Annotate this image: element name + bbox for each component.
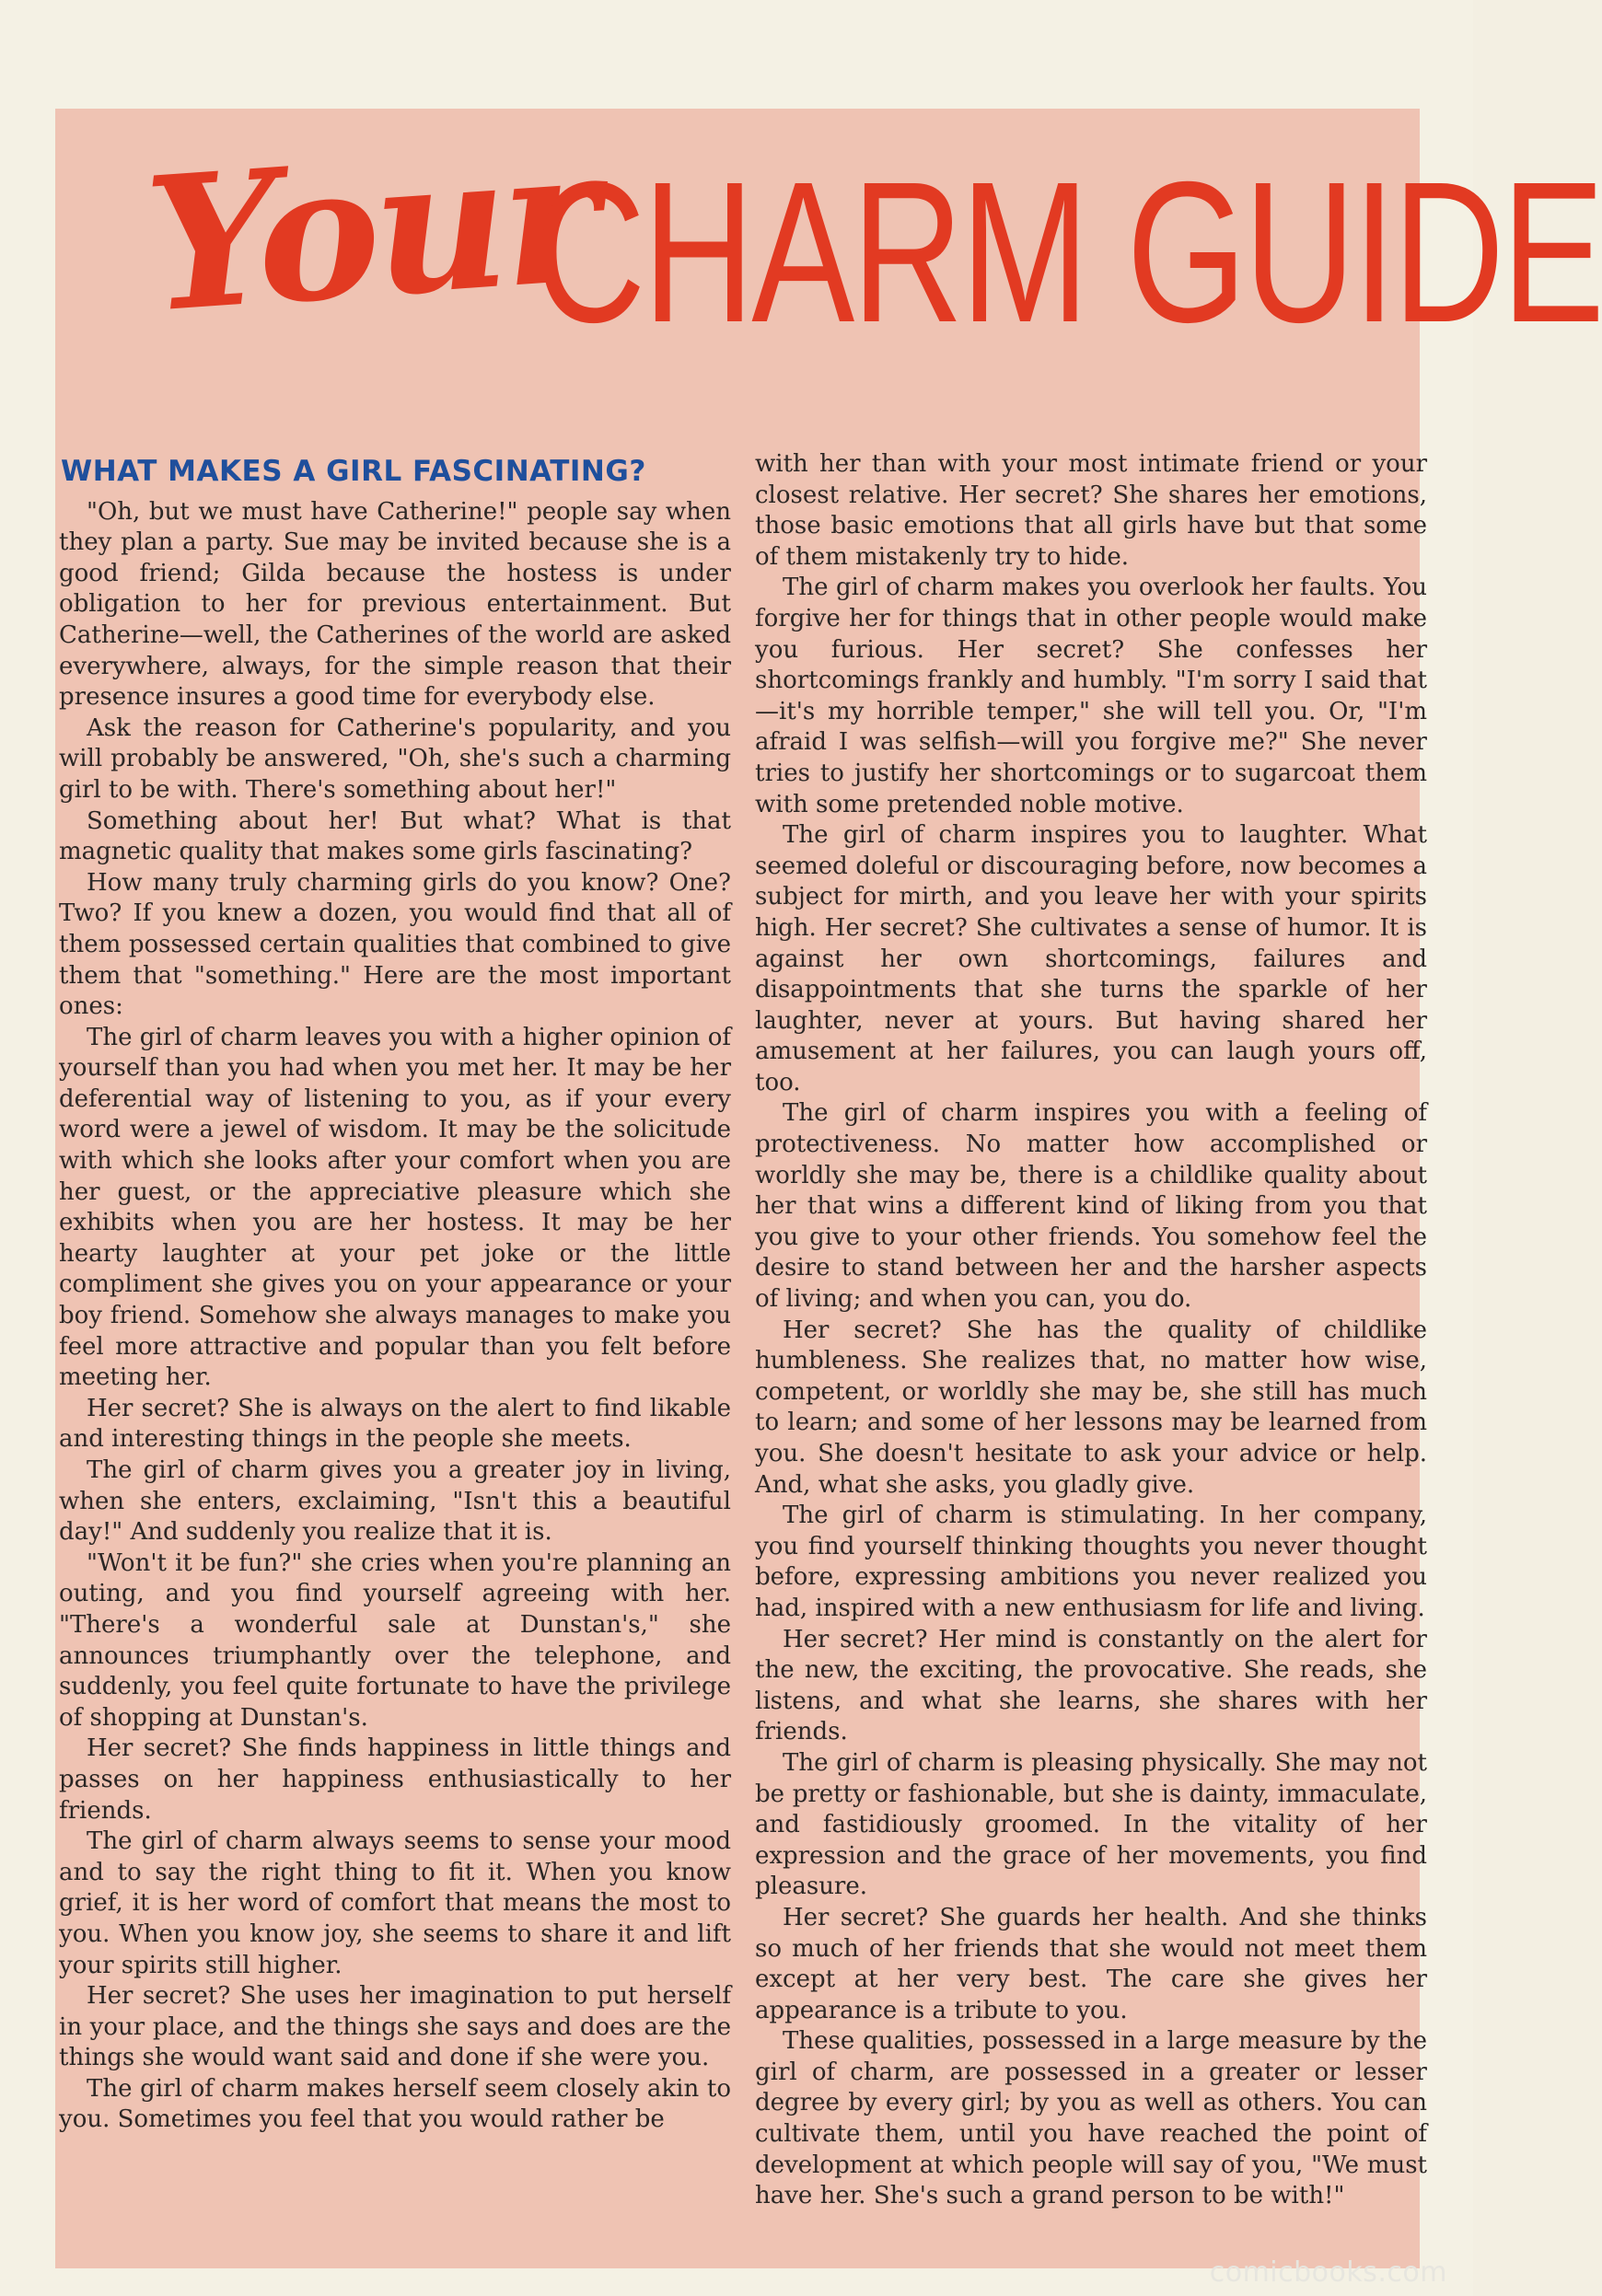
paragraph: The girl of charm is stimulating. In her company, you find yourself thinking thoughts you never thought before, expressing ambitions you never realized you had, inspired with a new enthusiasm for life and living. <box>755 1502 1427 1622</box>
paragraph: Her secret? She is always on the alert to find likable and interesting things in the people she meets. <box>59 1394 731 1454</box>
paragraph: The girl of charm is pleasing physically. She may not be pretty or fashionable, but she is dainty, immaculate, and fastidiously groomed. In the vitality of her expression and the grace of her movements, you find pleasure. <box>755 1748 1427 1901</box>
paragraph: The girl of charm gives you a greater joy in living, when she enters, exclaiming, "Isn't this a beautiful day!" And suddenly you realize that it is. <box>59 1456 731 1547</box>
paragraph: Her secret? She uses her imagination to put herself in your place, and the things she says and does are the things she would want said and done if she were you. <box>59 1982 731 2072</box>
paragraph: Something about her! But what? What is that magnetic quality that makes some girls fascinating? <box>59 806 731 866</box>
paragraph: The girl of charm inspires you with a feeling of protectiveness. No matter how accomplished or worldly she may be, there is a childlike quality about her that wins a different kind of liking from you that you give to your other friends. You somehow feel the desire to stand between her and the harsher aspects of living; and when you can, you do. <box>755 1099 1427 1314</box>
paragraph: Her secret? She has the quality of childlike humbleness. She realizes that, no matter how wise, competent, or worldly she may be, she still has much to learn; and some of her lessons may be learned from you. She doesn't hesitate to ask your advice or help. And, what she asks, you gladly give. <box>755 1316 1427 1499</box>
paragraph: "Won't it be fun?" she cries when you're planning an outing, and you find yourself agreeing with her. "There's a wonderful sale at Dunstan's," she announces triumphantly over the telephone, and suddenly, you feel quite fortunate to have the privilege of shopping at Dunstan's. <box>59 1548 731 1732</box>
paragraph: How many truly charming girls do you know? One? Two? If you knew a dozen, you would find that all of them possessed certain qualities that combined to give them that "something." Here are the most important ones: <box>59 868 731 1021</box>
title-main-words: CHARM GUIDE <box>534 141 1602 365</box>
left-column <box>59 457 731 2136</box>
site-watermark: comicbooks.com <box>1209 2256 1447 2289</box>
article-title <box>55 107 1602 396</box>
right-column <box>755 449 1427 2212</box>
title-script-word: Your <box>139 107 601 354</box>
paragraph: Ask the reason for Catherine's popularity, and you will probably be answered, "Oh, she's such a charming girl to be with. There's something about her!" <box>59 713 731 804</box>
paragraph: The girl of charm inspires you to laughter. What seemed doleful or discouraging before, now becomes a subject for mirth, and you leave her with your spirits high. Her secret? She cultivates a sense of humor. It is against her own shortcomings, failures and disappointments that she turns the sparkle of her laughter, never at yours. But having shared her amusement at her failures, you can laugh yours off, too. <box>755 821 1427 1096</box>
subheading: WHAT MAKES A GIRL FASCINATING? <box>61 455 646 488</box>
paragraph: Her secret? Her mind is constantly on the alert for the new, the exciting, the provocative. She reads, she listens, and what she learns, she shares with her friends. <box>755 1625 1427 1746</box>
paragraph: The girl of charm makes you overlook her faults. You forgive her for things that in other people would make you furious. Her secret? She confesses her shortcomings frankly and humbly. "I'm sorry I said that—it's my horrible temper," she will tell you. Or, "I'm afraid I was selfish—will you forgive me?" She never tries to justify her shortcomings or to sugarcoat them with some pretended noble motive. <box>755 574 1427 818</box>
paragraph: The girl of charm always seems to sense your mood and to say the right thing to fit it. When you know grief, it is her word of comfort that means the most to you. When you know joy, she seems to share it and lift your spirits still higher. <box>59 1827 731 1979</box>
paragraph: These qualities, possessed in a large measure by the girl of charm, are possessed in a greater or lesser degree by every girl; by you as well as others. You can cultivate them, until you have reached the point of development at which people will say of you, "We must have her. She's such a grand person to be with!" <box>755 2027 1427 2210</box>
paragraph: Her secret? She guards her health. And she thinks so much of her friends that she would not meet them except at her very best. The care she gives her appearance is a tribute to you. <box>755 1903 1427 2024</box>
paragraph: "Oh, but we must have Catherine!" people say when they plan a party. Sue may be invited because she is a good friend; Gilda because the hostess is under obligation to her for previous entertainment. But Catherine—well, the Catherines of the world are asked everywhere, always, for the simple reason that their presence insures a good time for everybody else. <box>59 497 731 712</box>
paragraph-continuation: with her than with your most intimate friend or your closest relative. Her secret? She shares her emotions, those basic emotions that all girls have but that some of them mistakenly try to hide. <box>755 450 1427 571</box>
paragraph: Her secret? She finds happiness in little things and passes on her happiness enthusiastically to her friends. <box>59 1734 731 1825</box>
paragraph: The girl of charm makes herself seem closely akin to you. Sometimes you feel that you would rather be <box>59 2074 731 2134</box>
paragraph: The girl of charm leaves you with a higher opinion of yourself than you had when you met her. It may be her deferential way of listening to you, as if your every word were a jewel of wisdom. It may be the solicitude with which she looks after your comfort when you are her guest, or the appreciative pleasure which she exhibits when you are her hostess. It may be her hearty laughter at your pet joke or the little compliment she gives you on your appearance or your boy friend. Somehow she always manages to make you feel more attractive and popular than you felt before meeting her. <box>59 1023 731 1392</box>
